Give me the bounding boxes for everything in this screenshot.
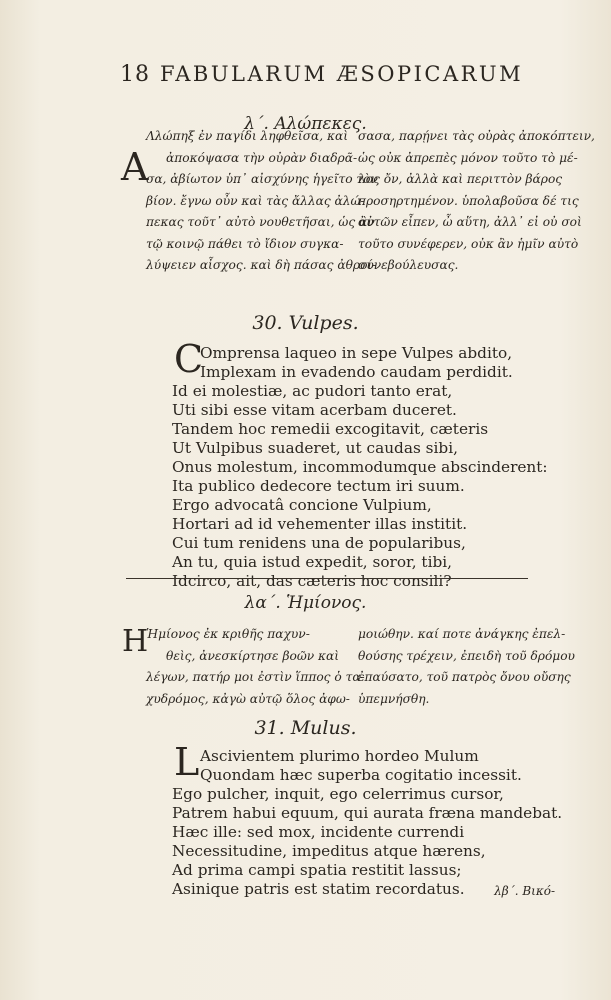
greek-fable-title: λα΄. Ἡμίονος. [244,593,367,613]
verse-line: Tandem hoc remedii excogitavit, cæteris [172,420,489,438]
greek-text-left-column [146,126,378,277]
greek-line: Λλώπηξ ἐν παγίδι ληφθεῖσα, καὶ [146,129,348,143]
greek-text-right-column [358,126,595,277]
latin-dropcap: C [174,337,204,381]
fable-title: 31. Mulus. [254,717,357,739]
greek-line: λύψειεν αἶσχος. καὶ δὴ πάσας ἀθροί- [146,258,377,272]
greek-line: θούσης τρέχειν, ἐπειδὴ τοῦ δρόμου [358,648,575,663]
greek-line: σασα, παρῄνει τὰς οὐρὰς ἀποκόπτειν, [358,129,595,143]
greek-line: σα, ἀβίωτον ὑπ᾽ αἰσχύνης ἡγεῖτο τὸν [146,172,378,186]
verse-line: Onus molestum, incommodumque abscinderent: [172,458,548,476]
greek-line: ἀποκόψασα τὴν οὐρὰν διαδρᾶ- [166,150,358,165]
greek-line: λέγων, πατήρ μοι ἐστὶν ἵππος ὁ τα- [146,670,365,684]
latin-verse [172,747,562,899]
verse-line: Asinique patris est statim recordatus. [172,880,465,898]
verse-line: An tu, quia istud expedit, soror, tibi, [172,553,453,571]
greek-line: Ἡμίονος ἐκ κριθῆς παχυν- [146,627,310,641]
greek-line: τῷ κοινῷ πάθει τὸ ἴδιον συγκα- [146,236,344,251]
greek-fable-title: λ΄. Αλώπεκες. [244,114,367,134]
greek-dropcap: A [121,145,149,189]
greek-line: τοῦτο συνέφερεν, οὐκ ἂν ἡμῖν αὐτὸ [358,236,579,251]
running-title: FABULARUM ÆSOPICARUM [160,62,524,86]
fable-title: 30. Vulpes. [252,312,359,334]
greek-line: πεκας τοῦτ᾽ αὐτὸ νουθετῆσαι, ὡς ἂν [146,215,375,229]
verse-line: Hortari ad id vehementer illas institit. [172,515,468,533]
verse-line: Ut Vulpibus suaderet, ut caudas sibi, [172,439,458,457]
greek-line: ὑπεμνήσθη. [358,691,430,706]
verse-line: Patrem habui equum, qui aurata fræna mandebat. [172,804,563,822]
verse-line: Idcirco, ait, das cæteris hoc consili? [172,572,452,590]
verse-line: Quondam hæc superba cogitatio incessit. [200,766,522,784]
verse-line: Implexam in evadendo caudam perdidit. [200,363,513,381]
page-header [120,62,524,92]
greek-line: θεὶς, ἀνεσκίρτησε βοῶν καὶ [166,648,340,663]
greek-line: ἐπαύσατο, τοῦ πατρὸς ὄνου οὔσης [358,670,571,684]
page-number: 18 [120,62,150,87]
greek-line: συνεβούλευσας. [358,258,459,272]
greek-text-left-column [146,624,365,710]
verse-line: Ego pulcher, inquit, ego celerrimus cursor, [172,785,504,803]
greek-line: λος ὄν, ἀλλὰ καὶ περιττὸν βάρος [358,172,563,186]
catchword: λβ΄. Βικό- [494,884,555,898]
greek-line: προσηρτημένον. ὑπολαβοῦσα δέ τις [358,193,579,208]
verse-line: Id ei molestiæ, ac pudori tanto erat, [172,382,453,400]
verse-line: Ad prima campi spatia restitit lassus; [172,861,462,879]
verse-line: Ita publico dedecore tectum iri suum. [172,477,465,495]
greek-line: βίον. ἔγνω οὖν καὶ τὰς ἄλλας ἀλώ- [146,193,365,208]
greek-line: μοιώθην. καί ποτε ἀνάγκης ἐπελ- [358,627,566,641]
latin-verse [172,344,548,591]
section-divider [126,578,528,579]
verse-line: Necessitudine, impeditus atque hærens, [172,842,486,860]
verse-line: Hæc ille: sed mox, incidente currendi [172,823,465,841]
greek-dropcap: H [122,624,149,659]
verse-line: Ascivientem plurimo hordeo Mulum [200,747,479,765]
greek-line: χυδρόμος, κἀγὼ αὐτῷ ὅλος ἀφω- [146,691,350,706]
latin-dropcap: L [174,740,200,784]
verse-line: Ergo advocatâ concione Vulpium, [172,496,432,514]
verse-line: Uti sibi esse vitam acerbam duceret. [172,401,457,419]
greek-line: ὡς οὐκ ἀπρεπὲς μόνον τοῦτο τὸ μέ- [358,150,578,165]
greek-line: αὐτῶν εἶπεν, ὦ αὕτη, ἀλλ᾽ εἰ οὐ σοὶ [358,215,582,229]
greek-text-right-column [358,624,575,710]
verse-line: Omprensa laqueo in sepe Vulpes abdito, [200,344,513,362]
verse-line: Cui tum renidens una de popularibus, [172,534,466,552]
